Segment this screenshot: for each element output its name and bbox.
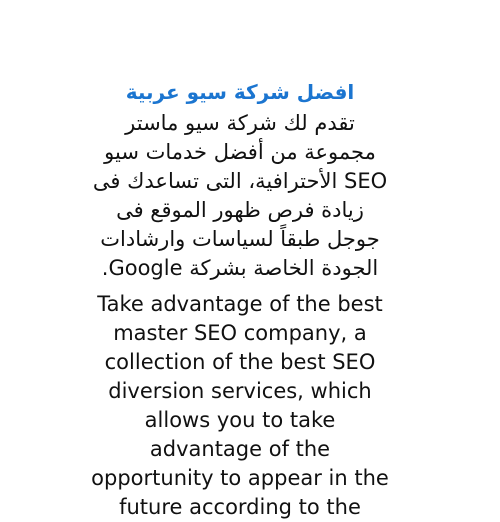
arabic-description: تقدم لك شركة سيو ماستر مجموعة من أفضل خدمات سيو SEO الأحترافية، التى تساعدك فى زيادة فرص ظهور الموقع فى جوجل طبقاً لسياسات وارشادات الجودة الخاصة بشركة Google. [92,111,388,280]
english-description: Take advantage of the best master SEO company, a collection of the best SEO diversion services, which allows you to take advantage of the opportunity to appear in the future according to the [91,292,389,519]
section-heading: افضل شركة سيو عربية [125,80,355,104]
seo-intro-section [90,76,390,522]
